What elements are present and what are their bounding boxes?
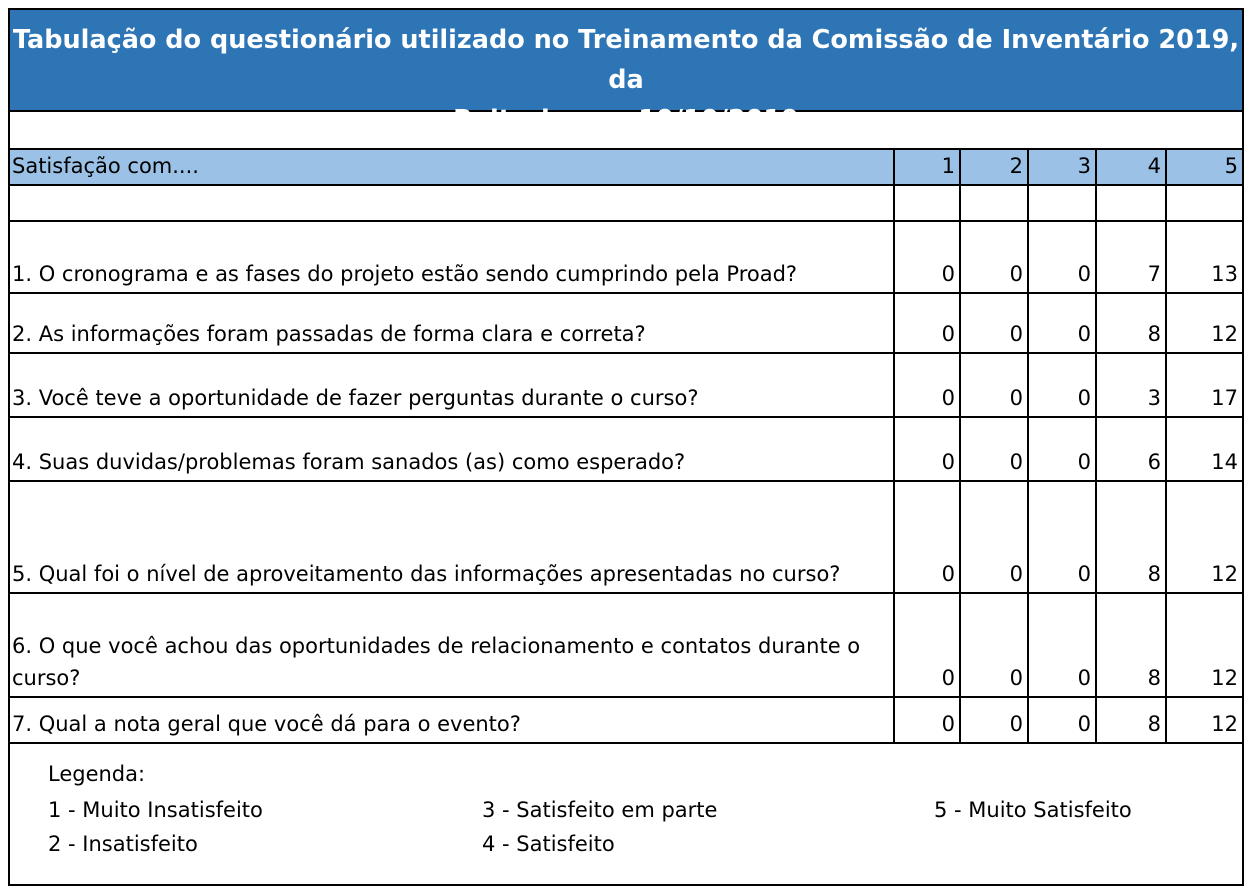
legend-item-3: 3 - Satisfeito em parte [482,798,718,822]
value-cell: 12 [1166,697,1242,743]
table-row [10,293,1242,353]
value-cell: 0 [894,593,960,697]
question-cell: 3. Você teve a oportunidade de fazer perguntas durante o curso? [10,353,894,417]
blank-cell [10,185,894,221]
table-row [10,593,1242,697]
value-cell: 0 [1028,293,1096,353]
value-cell: 0 [1028,417,1096,481]
legend-title: Legenda: [48,762,146,786]
question-cell: 5. Qual foi o nível de aproveitamento das informações apresentadas no curso? [10,481,894,593]
blank-cell [894,185,960,221]
legend-item-2: 2 - Insatisfeito [48,832,198,856]
table-header-row [10,149,1242,185]
table-row [10,697,1242,743]
question-cell: 6. O que você achou das oportunidades de relacionamento e contatos durante o curso? [10,593,894,697]
header-col-4: 4 [1096,149,1166,185]
value-cell: 17 [1166,353,1242,417]
value-cell: 0 [1028,221,1096,293]
table-row [10,481,1242,593]
value-cell: 0 [960,417,1028,481]
question-cell: 4. Suas duvidas/problemas foram sanados (as) como esperado? [10,417,894,481]
question-cell: 1. O cronograma e as fases do projeto estão sendo cumprindo pela Proad? [10,221,894,293]
survey-sheet [8,8,1244,886]
legend-item-4: 4 - Satisfeito [482,832,615,856]
legend-item-1: 1 - Muito Insatisfeito [48,798,263,822]
legend [48,762,1228,872]
value-cell: 0 [960,221,1028,293]
value-cell: 0 [894,353,960,417]
value-cell: 0 [1028,593,1096,697]
value-cell: 6 [1096,417,1166,481]
title-line-1: Tabulação do questionário utilizado no Treinamento da Comissão de Inventário 2019, da [12,25,1240,95]
value-cell: 0 [1028,481,1096,593]
value-cell: 0 [894,417,960,481]
value-cell: 0 [894,697,960,743]
value-cell: 0 [1028,697,1096,743]
blank-cell [1166,185,1242,221]
value-cell: 0 [894,481,960,593]
value-cell: 0 [960,481,1028,593]
value-cell: 8 [1096,697,1166,743]
page-title [10,10,1242,135]
table-row [10,353,1242,417]
survey-table [10,148,1242,744]
value-cell: 8 [1096,593,1166,697]
value-cell: 13 [1166,221,1242,293]
value-cell: 0 [960,293,1028,353]
value-cell: 0 [960,353,1028,417]
question-cell: 7. Qual a nota geral que você dá para o evento? [10,697,894,743]
legend-item-5: 5 - Muito Satisfeito [934,798,1132,822]
table-row [10,417,1242,481]
blank-cell [960,185,1028,221]
blank-cell [1096,185,1166,221]
value-cell: 7 [1096,221,1166,293]
table-row [10,221,1242,293]
value-cell: 8 [1096,293,1166,353]
value-cell: 0 [894,293,960,353]
value-cell: 8 [1096,481,1166,593]
value-cell: 0 [960,593,1028,697]
header-col-3: 3 [1028,149,1096,185]
question-cell: 2. As informações foram passadas de forma clara e correta? [10,293,894,353]
header-col-1: 1 [894,149,960,185]
header-col-2: 2 [960,149,1028,185]
value-cell: 12 [1166,593,1242,697]
value-cell: 12 [1166,293,1242,353]
value-cell: 14 [1166,417,1242,481]
header-col-5: 5 [1166,149,1242,185]
header-label: Satisfação com.... [10,149,894,185]
blank-cell [1028,185,1096,221]
value-cell: 0 [1028,353,1096,417]
value-cell: 12 [1166,481,1242,593]
value-cell: 0 [894,221,960,293]
title-line-2: Reitoria, em 10/10/2019 [453,105,799,135]
value-cell: 3 [1096,353,1166,417]
value-cell: 0 [960,697,1028,743]
blank-row [10,185,1242,221]
